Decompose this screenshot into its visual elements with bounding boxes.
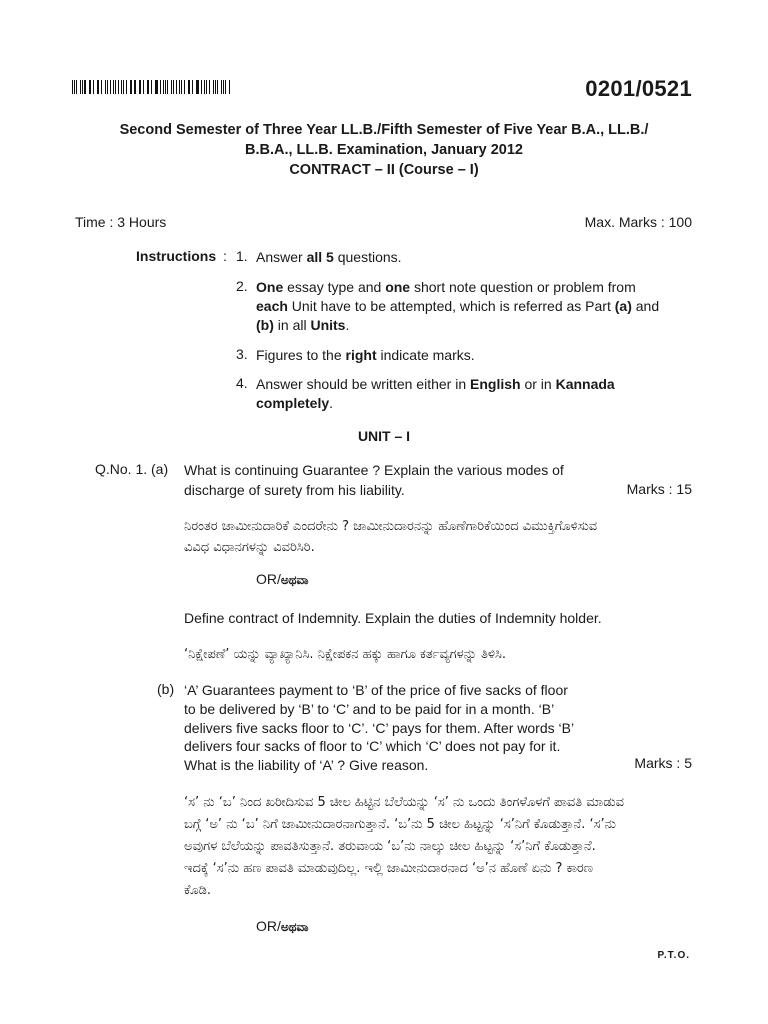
question-1a-marks: Marks : 15 <box>626 481 692 497</box>
barcode-bar <box>189 80 190 94</box>
text-run: Answer <box>256 249 307 265</box>
barcode-bar <box>167 80 168 94</box>
barcode-bar <box>80 80 81 94</box>
barcode-bar <box>221 80 222 94</box>
text-run: or in <box>520 376 556 392</box>
text-run: Answer should be written either in <box>256 376 470 392</box>
barcode-bar <box>130 80 131 94</box>
text-run-bold: (b) <box>256 317 274 333</box>
instruction-text <box>256 346 676 365</box>
barcode-bar <box>84 80 86 94</box>
barcode-bar <box>196 80 197 94</box>
question-number: Q.No. 1. (a) <box>95 461 169 477</box>
exam-header <box>0 120 768 180</box>
instructions-label: Instructions <box>136 248 217 264</box>
instructions-colon: : <box>223 248 227 264</box>
text-run: and <box>631 298 660 314</box>
barcode-bar <box>147 80 148 94</box>
or-separator <box>256 918 309 935</box>
barcode-bar <box>89 80 90 94</box>
barcode-bar <box>93 80 94 94</box>
unit-title: UNIT – I <box>357 428 411 444</box>
barcode-bar <box>131 80 132 94</box>
or-text-kannada: ಅಥವಾ <box>280 573 309 587</box>
header-line-1: Second Semester of Three Year LL.B./Fifth Semester of Five Year B.A., LL.B./ <box>119 122 649 138</box>
barcode-bar <box>134 80 136 94</box>
text-run: indicate marks. <box>376 347 475 363</box>
instruction-text <box>256 278 666 335</box>
text-run-bold: Units <box>310 317 346 333</box>
barcode-bar <box>82 80 83 94</box>
text-run-bold: Kannada <box>555 376 615 392</box>
barcode-bar <box>110 80 111 94</box>
text-run-bold: English <box>470 376 521 392</box>
barcode-bar <box>76 80 77 94</box>
text-run: essay type and <box>283 279 386 295</box>
question-1b-marks: Marks : 5 <box>634 755 692 771</box>
barcode-bar <box>121 80 122 94</box>
instruction-number: 4. <box>236 375 248 391</box>
text-run: in all <box>273 317 311 333</box>
text-run-bold: right <box>345 347 377 363</box>
text-run-bold: (a) <box>614 298 632 314</box>
barcode-bar <box>204 80 205 94</box>
barcode-bar <box>225 80 226 94</box>
barcode-bar <box>140 80 141 94</box>
barcode-bar <box>97 80 98 94</box>
question-1a-text: What is continuing Guarantee ? Explain the various modes of discharge of surety from his liability. <box>184 462 564 498</box>
barcode-bar <box>184 80 185 94</box>
barcode-bar <box>179 80 180 94</box>
instruction-text <box>256 248 676 267</box>
text-run-bold: each <box>256 298 288 314</box>
text-run: . <box>329 395 334 411</box>
question-1a-alt-kannada: ‘ನಿಕ್ಷೇಪಣೆ’ ಯನ್ನು ವ್ಯಾಖ್ಯಾನಿಸಿ. ನಿಕ್ಷೇಪಕನ ಹಕ್ಕು ಹಾಗೂ ಕರ್ತವ್ಯಗಳನ್ನು ತಿಳಿಸಿ. <box>184 647 506 662</box>
barcode-bar <box>215 80 216 94</box>
barcode-bar <box>229 80 230 94</box>
text-run-bold: One <box>256 279 284 295</box>
instruction-number: 3. <box>236 346 248 362</box>
barcode-bar <box>143 80 144 94</box>
barcode-bar <box>118 80 119 94</box>
barcode-bar <box>181 80 183 94</box>
question-1b-kannada: ‘ಸ’ ನು ‘ಬ’ ನಿಂದ ಖರೀದಿಸುವ 5 ಚೀಲ ಹಿಟ್ಟಿನ ಬೆಲೆಯನ್ನು ‘ಸ’ ನು ಒಂದು ತಿಂಗಳೊಳಗೆ ಪಾವತಿ ಮಾಡುವ ಬಗ್ಗೆ ‘ಅ’ ನು ‘ಬ’ ನಿಗೆ ಜಾಮೀನುದಾರನಾಗುತ್ತಾನೆ. ‘ಬ’ನು 5 ಚೀಲ ಹಿಟ್ಟನ್ನು ‘ಸ’ನಿಗೆ ಕೊಡುತ್ತಾನೆ. ‘ಸ’ನು ಅವುಗಳ ಬೆಲೆಯನ್ನು ಪಾವತಿಸುತ್ತಾನೆ. ತರುವಾಯ ‘ಬ’ನು ನಾಲ್ಕು ಚೀಲ ಹಿಟ್ಟನ್ನು ‘ಸ’ನಿಗೆ ಕೊಡುತ್ತಾನೆ. ಇದಕ್ಕೆ ‘ಸ’ನು ಹಣ ಪಾವತಿ ಮಾಡುವುದಿಲ್ಲ. ಇಲ್ಲಿ ಜಾಮೀನುದಾರನಾದ ‘ಅ’ನ ಹೊಣೆ ಏನು ? ಕಾರಣ ಕೊಡಿ. <box>184 795 625 898</box>
or-text-kannada: ಅಥವಾ <box>280 920 309 934</box>
barcode-bar <box>176 80 177 94</box>
barcode-bar <box>151 80 152 94</box>
barcode-bar <box>209 80 210 94</box>
barcode-bar <box>155 80 156 94</box>
barcode-bar <box>90 80 91 94</box>
barcode-bar <box>197 80 198 94</box>
header-line-2: B.B.A., LL.B. Examination, January 2012 <box>245 142 523 158</box>
header-line-3: CONTRACT – II (Course – I) <box>289 162 479 178</box>
barcode-bar <box>171 80 172 94</box>
time-allowed: Time : 3 Hours <box>75 214 167 230</box>
barcode-bar <box>173 80 174 94</box>
barcode-bar <box>148 80 149 94</box>
barcode-bar <box>107 80 108 94</box>
text-run-bold: completely <box>256 395 330 411</box>
barcode-bar <box>115 80 116 94</box>
text-run: questions. <box>333 249 402 265</box>
instruction-text <box>256 375 656 413</box>
instruction-number: 2. <box>236 278 248 294</box>
or-text: OR/ <box>256 918 281 934</box>
instruction-number: 1. <box>236 248 248 264</box>
text-run-bold: one <box>385 279 411 295</box>
barcode-bar <box>74 80 75 94</box>
question-1b-text: ‘A’ Guarantees payment to ‘B’ of the price of five sacks of floor to be delivered by ‘B’ to ‘C’ and to be paid for in a month. ‘B’ delivers five sacks floor to ‘C’. ‘C’ pays for them. After words ‘B’ delivers four sacks of floor to ‘C’ which ‘C’ does not pay for it. What is the liability of ‘A’ ? Give reason. <box>184 682 574 774</box>
barcode-bar <box>188 80 189 94</box>
barcode-bar <box>163 80 164 94</box>
barcode-bar <box>139 80 140 94</box>
pto-note: P.T.O. <box>657 950 690 961</box>
text-run-bold: all 5 <box>306 249 334 265</box>
barcode-bar <box>101 80 102 94</box>
barcode-bar <box>98 80 99 94</box>
barcode-bar <box>160 80 161 94</box>
or-separator <box>256 571 309 588</box>
text-run: short note question or problem from <box>410 279 636 295</box>
barcode-bar <box>201 80 202 94</box>
barcode-bar <box>113 80 114 94</box>
barcode-bar <box>126 80 127 94</box>
text-run: Figures to the <box>256 347 346 363</box>
barcode-bar <box>156 80 158 94</box>
barcode-bar <box>165 80 166 94</box>
text-run: Unit have to be attempted, which is referred as Part <box>287 298 615 314</box>
question-1b-label: (b) <box>157 681 175 697</box>
or-text: OR/ <box>256 571 281 587</box>
barcode-bar <box>213 80 214 94</box>
barcode <box>72 80 230 94</box>
barcode-bar <box>206 80 208 94</box>
max-marks: Max. Marks : 100 <box>584 214 692 230</box>
barcode-bar <box>105 80 107 94</box>
text-run: . <box>345 317 350 333</box>
question-1a-alt-text: Define contract of Indemnity. Explain the duties of Indemnity holder. <box>184 610 602 626</box>
paper-code: 0201/0521 <box>585 76 692 101</box>
barcode-bar <box>123 80 124 94</box>
barcode-bar <box>223 80 224 94</box>
question-1a-kannada: ನಿರಂತರ ಜಾಮೀನುದಾರಿಕೆ ಎಂದರೇನು ? ಜಾಮೀನುದಾರನನ್ನು ಹೊಣೆಗಾರಿಕೆಯಿಂದ ವಿಮುಕ್ತಿಗೊಳಿಸುವ ವಿವಿಧ ವಿಧಾನಗಳನ್ನು ವಿವರಿಸಿರಿ. <box>184 519 598 555</box>
barcode-bar <box>217 80 218 94</box>
barcode-bar <box>192 80 193 94</box>
barcode-bar <box>72 80 73 94</box>
